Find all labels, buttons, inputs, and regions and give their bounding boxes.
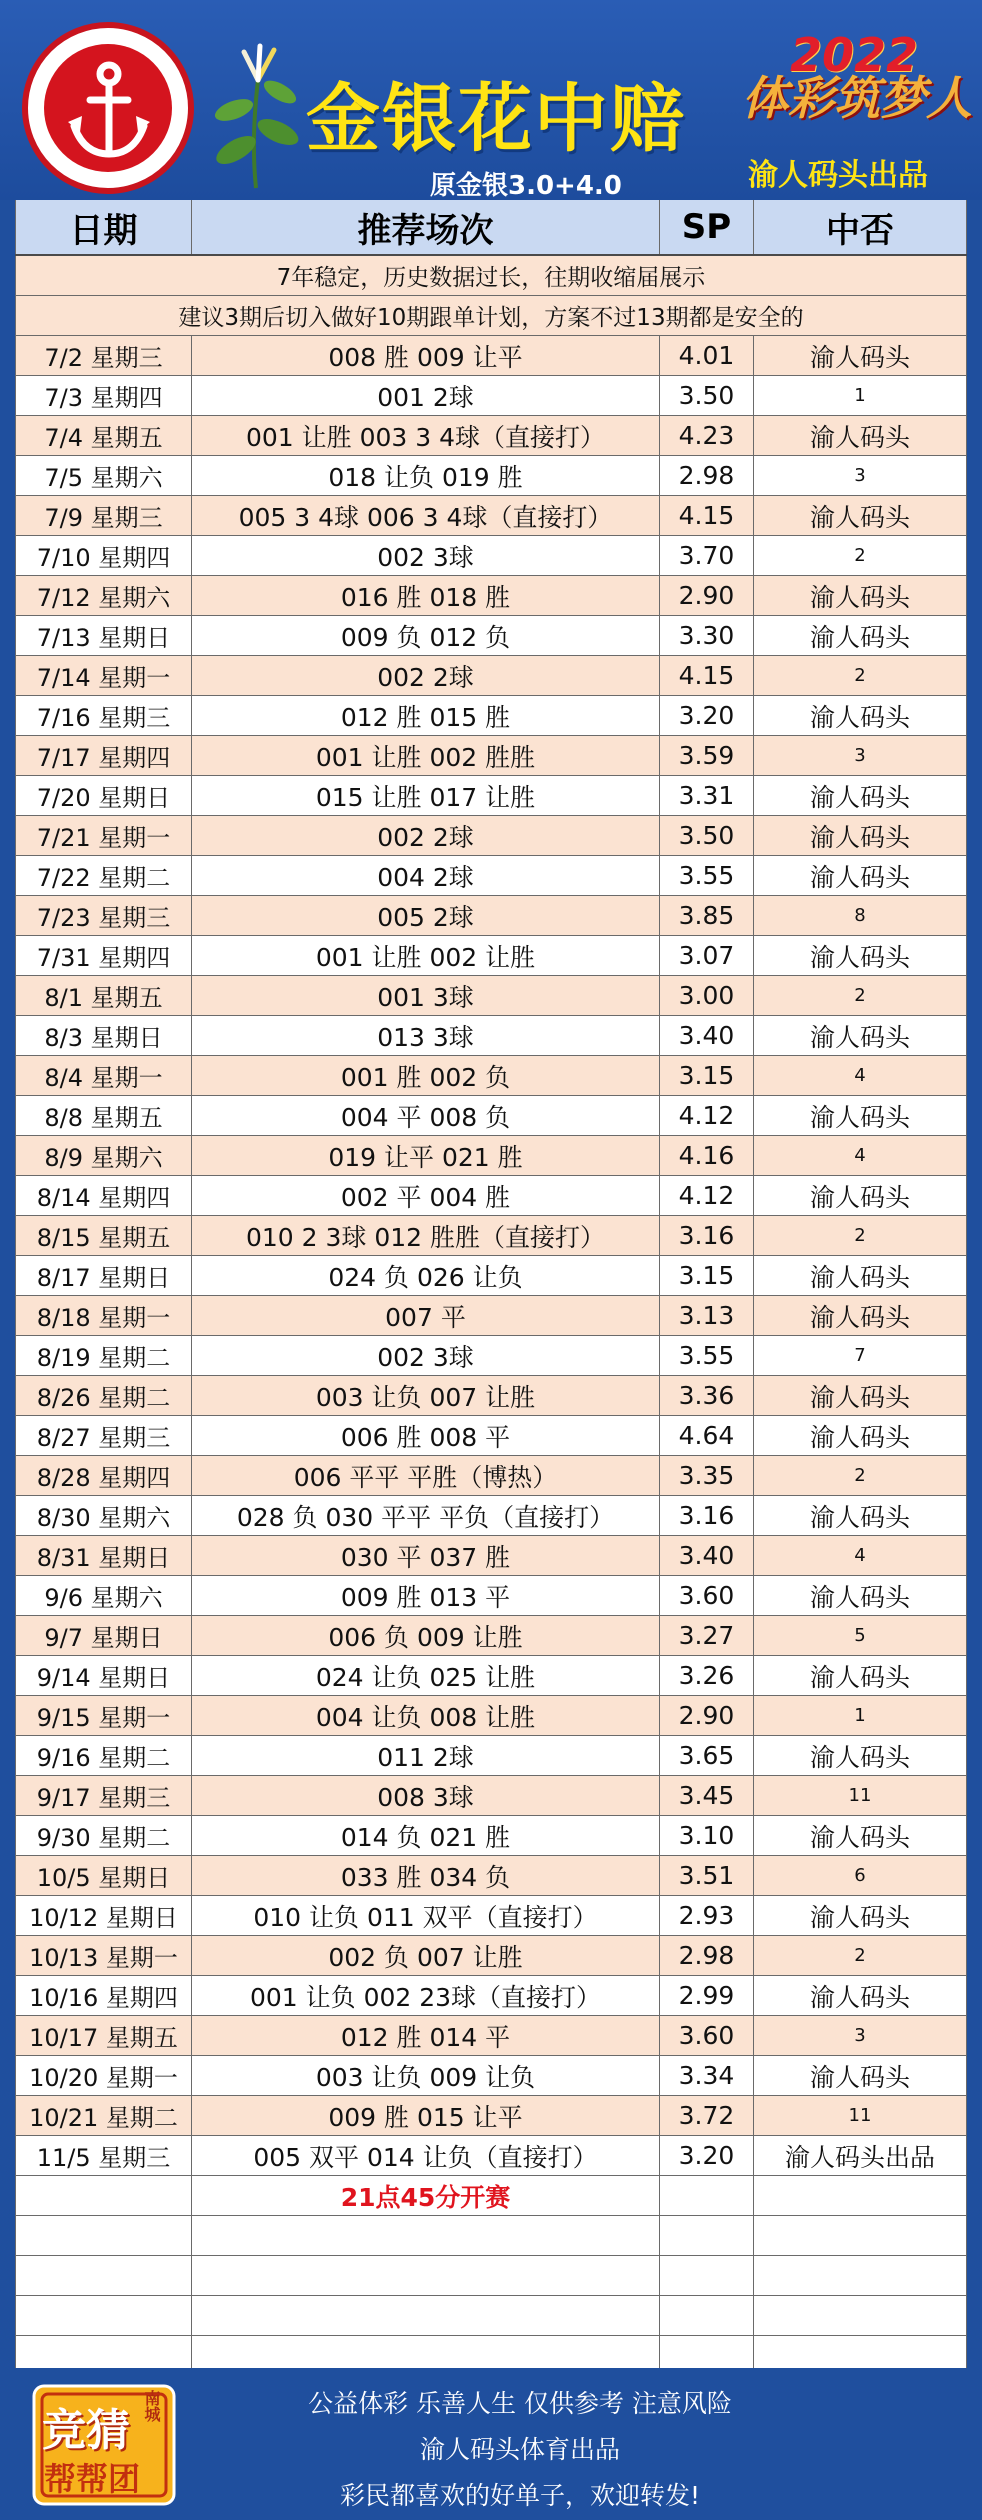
result-cell: 渝人码头: [753, 416, 967, 455]
date-cell: 7/13 星期日: [15, 616, 191, 655]
table-row: [15, 696, 967, 736]
empty-cell: [191, 2216, 659, 2255]
result-cell: 11: [753, 1776, 967, 1815]
table-row: [15, 1576, 967, 1616]
date-cell: 8/19 星期二: [15, 1336, 191, 1375]
result-cell: 渝人码头: [753, 1896, 967, 1935]
sp-cell: 3.50: [659, 816, 753, 855]
date-cell: 10/21 星期二: [15, 2096, 191, 2135]
table-row: [15, 896, 967, 936]
sp-cell: 3.00: [659, 976, 753, 1015]
result-cell: 7: [753, 1336, 967, 1375]
match-cell: 009 胜 015 让平: [191, 2096, 659, 2135]
match-cell: 003 让负 007 让胜: [191, 1376, 659, 1415]
recommendation-table: [15, 200, 967, 2376]
badge-brand: 渝人码头出品: [748, 158, 928, 193]
match-cell: 002 负 007 让胜: [191, 1936, 659, 1975]
footer-share-note: 彩民都喜欢的好单子，欢迎转发!: [339, 2481, 701, 2510]
honeysuckle-plant-icon: [196, 40, 306, 190]
table-body: [15, 336, 967, 2176]
table-row: [15, 2056, 967, 2096]
result-cell: 11: [753, 2096, 967, 2135]
table-row: [15, 576, 967, 616]
date-cell: 8/30 星期六: [15, 1496, 191, 1535]
note-history: 7年稳定，历史数据过长，往期收缩届展示: [15, 256, 967, 296]
sp-cell: 4.01: [659, 336, 753, 375]
column-header-result: 中否: [753, 200, 967, 254]
table-row: [15, 536, 967, 576]
table-row: [15, 736, 967, 776]
sp-cell: 4.64: [659, 1416, 753, 1455]
table-row: [15, 1336, 967, 1376]
page-title: 金银花中赔: [306, 76, 686, 162]
sp-cell: 3.35: [659, 1456, 753, 1495]
date-cell: 10/13 星期一: [15, 1936, 191, 1975]
date-cell: 9/14 星期日: [15, 1656, 191, 1695]
table-row: [15, 1016, 967, 1056]
match-cell: 003 让负 009 让负: [191, 2056, 659, 2095]
table-row: [15, 1856, 967, 1896]
badge-sub-text: 帮帮团: [44, 2460, 141, 2498]
sp-cell: 3.55: [659, 1336, 753, 1375]
sp-cell: 3.45: [659, 1776, 753, 1815]
table-row: [15, 1896, 967, 1936]
result-cell: 8: [753, 896, 967, 935]
date-cell: 7/16 星期三: [15, 696, 191, 735]
sp-cell: 3.60: [659, 1576, 753, 1615]
date-cell: 8/15 星期五: [15, 1216, 191, 1255]
sp-cell: 2.99: [659, 1976, 753, 2015]
table-row: [15, 1696, 967, 1736]
date-cell: 8/18 星期一: [15, 1296, 191, 1335]
result-cell: 渝人码头: [753, 856, 967, 895]
match-cell: 024 负 026 让负: [191, 1256, 659, 1295]
column-header-sp: SP: [659, 200, 753, 254]
table-row: [15, 1296, 967, 1336]
match-cell: 006 胜 008 平: [191, 1416, 659, 1455]
result-cell: 4: [753, 1136, 967, 1175]
date-cell: 10/16 星期四: [15, 1976, 191, 2015]
match-cell: 001 2球: [191, 376, 659, 415]
logo-badge: [22, 22, 194, 194]
result-cell: 渝人码头: [753, 816, 967, 855]
result-cell: 4: [753, 1056, 967, 1095]
table-row: [15, 1936, 967, 1976]
match-cell: 010 2 3球 012 胜胜（直接打）: [191, 1216, 659, 1255]
empty-table-row: [15, 2216, 967, 2256]
sp-cell: 2.90: [659, 576, 753, 615]
date-cell: 7/23 星期三: [15, 896, 191, 935]
sp-cell: 3.16: [659, 1216, 753, 1255]
footer-banner: [0, 2368, 982, 2520]
table-row: [15, 1616, 967, 1656]
sp-cell: 3.60: [659, 2016, 753, 2055]
sp-cell: 3.70: [659, 536, 753, 575]
result-cell: 渝人码头: [753, 936, 967, 975]
result-cell: 2: [753, 1936, 967, 1975]
match-cell: 009 负 012 负: [191, 616, 659, 655]
match-cell: 024 让负 025 让胜: [191, 1656, 659, 1695]
result-cell: 渝人码头: [753, 1376, 967, 1415]
sp-cell: 3.40: [659, 1016, 753, 1055]
date-cell: 7/3 星期四: [15, 376, 191, 415]
table-row: [15, 1096, 967, 1136]
date-cell: 7/31 星期四: [15, 936, 191, 975]
sp-cell: 4.15: [659, 656, 753, 695]
result-cell: 渝人码头: [753, 576, 967, 615]
date-cell: 7/14 星期一: [15, 656, 191, 695]
table-row-start-time: [15, 2176, 967, 2216]
sp-cell: 4.12: [659, 1096, 753, 1135]
sp-cell: 2.90: [659, 1696, 753, 1735]
match-cell: 004 平 008 负: [191, 1096, 659, 1135]
sp-cell: 3.20: [659, 696, 753, 735]
column-header-match: 推荐场次: [191, 200, 659, 254]
table-row: [15, 1976, 967, 2016]
match-cell: 006 负 009 让胜: [191, 1616, 659, 1655]
match-cell: 028 负 030 平平 平负（直接打）: [191, 1496, 659, 1535]
match-cell: 008 胜 009 让平: [191, 336, 659, 375]
date-cell: 8/31 星期日: [15, 1536, 191, 1575]
table-row: [15, 2016, 967, 2056]
result-cell: 渝人码头出品: [753, 2136, 967, 2175]
table-row: [15, 856, 967, 896]
match-cell: 012 胜 015 胜: [191, 696, 659, 735]
match-cell: 002 3球: [191, 1336, 659, 1375]
sp-cell: 3.07: [659, 936, 753, 975]
table-row: [15, 376, 967, 416]
sp-cell: 3.15: [659, 1256, 753, 1295]
result-cell: 2: [753, 536, 967, 575]
date-cell: 8/1 星期五: [15, 976, 191, 1015]
result-cell: 渝人码头: [753, 1576, 967, 1615]
date-cell: 9/30 星期二: [15, 1816, 191, 1855]
empty-cell: [659, 2256, 753, 2295]
badge-slogan: 体彩筑梦人: [742, 71, 972, 125]
result-cell: 1: [753, 1696, 967, 1735]
table-row: [15, 1216, 967, 1256]
date-cell: 9/17 星期三: [15, 1776, 191, 1815]
result-cell: 渝人码头: [753, 1496, 967, 1535]
sp-cell: 3.27: [659, 1616, 753, 1655]
sp-cell: 4.16: [659, 1136, 753, 1175]
result-cell: 渝人码头: [753, 1816, 967, 1855]
match-cell: 001 让负 002 23球（直接打）: [191, 1976, 659, 2015]
result-cell: 5: [753, 1616, 967, 1655]
table-row: [15, 816, 967, 856]
empty-cell: [659, 2216, 753, 2255]
result-cell: 渝人码头: [753, 1096, 967, 1135]
date-cell: 7/17 星期四: [15, 736, 191, 775]
date-cell: 7/9 星期三: [15, 496, 191, 535]
result-cell: 渝人码头: [753, 696, 967, 735]
sp-cell: 3.26: [659, 1656, 753, 1695]
result-cell: 3: [753, 736, 967, 775]
empty-cell: [659, 2296, 753, 2335]
result-cell: 渝人码头: [753, 1256, 967, 1295]
result-cell: 渝人码头: [753, 336, 967, 375]
result-cell: 渝人码头: [753, 2056, 967, 2095]
match-cell: 012 胜 014 平: [191, 2016, 659, 2055]
date-cell: 7/5 星期六: [15, 456, 191, 495]
result-cell: 渝人码头: [753, 1416, 967, 1455]
match-cell: 011 2球: [191, 1736, 659, 1775]
result-cell: 1: [753, 376, 967, 415]
date-cell: 7/22 星期二: [15, 856, 191, 895]
table-row: [15, 1456, 967, 1496]
empty-rows: [15, 2216, 967, 2376]
empty-cell: [15, 2256, 191, 2295]
table-row: [15, 936, 967, 976]
result-cell: 6: [753, 1856, 967, 1895]
table-row: [15, 1656, 967, 1696]
match-cell: 001 3球: [191, 976, 659, 1015]
sp-cell: 3.85: [659, 896, 753, 935]
match-cell: 002 2球: [191, 816, 659, 855]
match-cell: 016 胜 018 胜: [191, 576, 659, 615]
empty-table-row: [15, 2296, 967, 2336]
date-cell: 9/15 星期一: [15, 1696, 191, 1735]
result-cell: 4: [753, 1536, 967, 1575]
result-cell: 2: [753, 976, 967, 1015]
date-cell: 10/12 星期日: [15, 1896, 191, 1935]
table-row: [15, 416, 967, 456]
match-cell: 005 2球: [191, 896, 659, 935]
table-row: [15, 1256, 967, 1296]
match-cell: 002 2球: [191, 656, 659, 695]
empty-table-row: [15, 2256, 967, 2296]
match-cell: 010 让负 011 双平（直接打）: [191, 1896, 659, 1935]
date-cell: 7/10 星期四: [15, 536, 191, 575]
match-cell: 013 3球: [191, 1016, 659, 1055]
sp-cell: 3.65: [659, 1736, 753, 1775]
empty-cell: [15, 2296, 191, 2335]
result-cell: 渝人码头: [753, 1176, 967, 1215]
match-cell: 002 平 004 胜: [191, 1176, 659, 1215]
result-cell: 渝人码头: [753, 1976, 967, 2015]
match-cell: 033 胜 034 负: [191, 1856, 659, 1895]
date-cell: 8/3 星期日: [15, 1016, 191, 1055]
match-cell: 005 3 4球 006 3 4球（直接打）: [191, 496, 659, 535]
table-row: [15, 456, 967, 496]
sp-cell: 3.10: [659, 1816, 753, 1855]
date-cell: 8/8 星期五: [15, 1096, 191, 1135]
sp-cell: 4.15: [659, 496, 753, 535]
footer-slogan: 公益体彩 乐善人生 仅供参考 注意风险: [308, 2389, 732, 2418]
sp-cell: 3.36: [659, 1376, 753, 1415]
date-cell: 11/5 星期三: [15, 2136, 191, 2175]
header-banner: [0, 0, 982, 200]
table-row: [15, 1416, 967, 1456]
date-cell: 7/2 星期三: [15, 336, 191, 375]
date-cell: 8/28 星期四: [15, 1456, 191, 1495]
result-cell: 3: [753, 456, 967, 495]
match-cell: 004 让负 008 让胜: [191, 1696, 659, 1735]
result-cell: 3: [753, 2016, 967, 2055]
match-cell: 019 让平 021 胜: [191, 1136, 659, 1175]
date-cell: 7/21 星期一: [15, 816, 191, 855]
date-cell: 10/20 星期一: [15, 2056, 191, 2095]
match-cell: 007 平: [191, 1296, 659, 1335]
empty-cell: [15, 2176, 191, 2215]
date-cell: 9/6 星期六: [15, 1576, 191, 1615]
sp-cell: 3.20: [659, 2136, 753, 2175]
match-cell: 005 双平 014 让负（直接打）: [191, 2136, 659, 2175]
sp-cell: 4.12: [659, 1176, 753, 1215]
result-cell: 渝人码头: [753, 1016, 967, 1055]
table-row: [15, 1176, 967, 1216]
table-row: [15, 1816, 967, 1856]
date-cell: 10/5 星期日: [15, 1856, 191, 1895]
result-cell: 渝人码头: [753, 496, 967, 535]
table-row: [15, 1496, 967, 1536]
match-cell: 001 让胜 003 3 4球（直接打）: [191, 416, 659, 455]
date-cell: 8/26 星期二: [15, 1376, 191, 1415]
table-row: [15, 1136, 967, 1176]
match-cell: 009 胜 013 平: [191, 1576, 659, 1615]
date-cell: 9/7 星期日: [15, 1616, 191, 1655]
match-cell: 015 让胜 017 让胜: [191, 776, 659, 815]
match-cell: 030 平 037 胜: [191, 1536, 659, 1575]
sp-cell: 4.23: [659, 416, 753, 455]
match-cell: 004 2球: [191, 856, 659, 895]
table-row: [15, 2136, 967, 2176]
empty-cell: [191, 2256, 659, 2295]
empty-cell: [659, 2176, 753, 2215]
sp-cell: 3.16: [659, 1496, 753, 1535]
empty-cell: [191, 2296, 659, 2335]
empty-cell: [15, 2216, 191, 2255]
table-row: [15, 976, 967, 1016]
sp-cell: 3.40: [659, 1536, 753, 1575]
badge-year: 2022: [790, 28, 919, 82]
sp-cell: 3.34: [659, 2056, 753, 2095]
match-cell: 002 3球: [191, 536, 659, 575]
table-row: [15, 2096, 967, 2136]
sp-cell: 2.98: [659, 1936, 753, 1975]
sp-cell: 3.31: [659, 776, 753, 815]
match-cell: 001 让胜 002 让胜: [191, 936, 659, 975]
match-cell: 006 平平 平胜（博热）: [191, 1456, 659, 1495]
sp-cell: 3.15: [659, 1056, 753, 1095]
match-cell: 001 胜 002 负: [191, 1056, 659, 1095]
footer-producer: 渝人码头体育出品: [419, 2435, 620, 2464]
table-row: [15, 616, 967, 656]
result-cell: 2: [753, 1216, 967, 1255]
table-row: [15, 336, 967, 376]
date-cell: 8/14 星期四: [15, 1176, 191, 1215]
empty-cell: [753, 2296, 967, 2335]
table-row: [15, 1736, 967, 1776]
result-cell: 渝人码头: [753, 1656, 967, 1695]
badge-main-text: 竞猜: [42, 2405, 130, 2456]
match-cell: 008 3球: [191, 1776, 659, 1815]
date-cell: 8/27 星期三: [15, 1416, 191, 1455]
empty-cell: [753, 2176, 967, 2215]
table-row: [15, 1056, 967, 1096]
empty-cell: [753, 2216, 967, 2255]
table-row: [15, 496, 967, 536]
sp-cell: 2.93: [659, 1896, 753, 1935]
start-time-label: 21点45分开赛: [191, 2176, 659, 2215]
match-cell: 018 让负 019 胜: [191, 456, 659, 495]
date-cell: 9/16 星期二: [15, 1736, 191, 1775]
table-row: [15, 1776, 967, 1816]
column-header-date: 日期: [15, 200, 191, 254]
anchor-icon: [54, 46, 164, 170]
sp-cell: 3.30: [659, 616, 753, 655]
table-row: [15, 656, 967, 696]
table-row: [15, 1536, 967, 1576]
sp-cell: 3.13: [659, 1296, 753, 1335]
date-cell: 8/17 星期日: [15, 1256, 191, 1295]
sp-cell: 3.72: [659, 2096, 753, 2135]
page-subtitle: 原金银3.0+4.0: [430, 171, 622, 200]
sp-cell: 3.59: [659, 736, 753, 775]
note-plan: 建议3期后切入做好10期跟单计划，方案不过13期都是安全的: [15, 296, 967, 336]
sp-cell: 2.98: [659, 456, 753, 495]
result-cell: 2: [753, 656, 967, 695]
sp-cell: 3.55: [659, 856, 753, 895]
table-row: [15, 776, 967, 816]
result-cell: 2: [753, 1456, 967, 1495]
result-cell: 渝人码头: [753, 1296, 967, 1335]
match-cell: 001 让胜 002 胜胜: [191, 736, 659, 775]
date-cell: 7/12 星期六: [15, 576, 191, 615]
result-cell: 渝人码头: [753, 776, 967, 815]
empty-cell: [753, 2256, 967, 2295]
sp-cell: 3.50: [659, 376, 753, 415]
date-cell: 7/20 星期日: [15, 776, 191, 815]
table-row: [15, 1376, 967, 1416]
date-cell: 8/9 星期六: [15, 1136, 191, 1175]
table-header-row: [15, 200, 967, 256]
date-cell: 7/4 星期五: [15, 416, 191, 455]
date-cell: 10/17 星期五: [15, 2016, 191, 2055]
result-cell: 渝人码头: [753, 616, 967, 655]
date-cell: 8/4 星期一: [15, 1056, 191, 1095]
badge-corner-text: 南城: [142, 2390, 161, 2422]
sp-cell: 3.51: [659, 1856, 753, 1895]
match-cell: 014 负 021 胜: [191, 1816, 659, 1855]
result-cell: 渝人码头: [753, 1736, 967, 1775]
